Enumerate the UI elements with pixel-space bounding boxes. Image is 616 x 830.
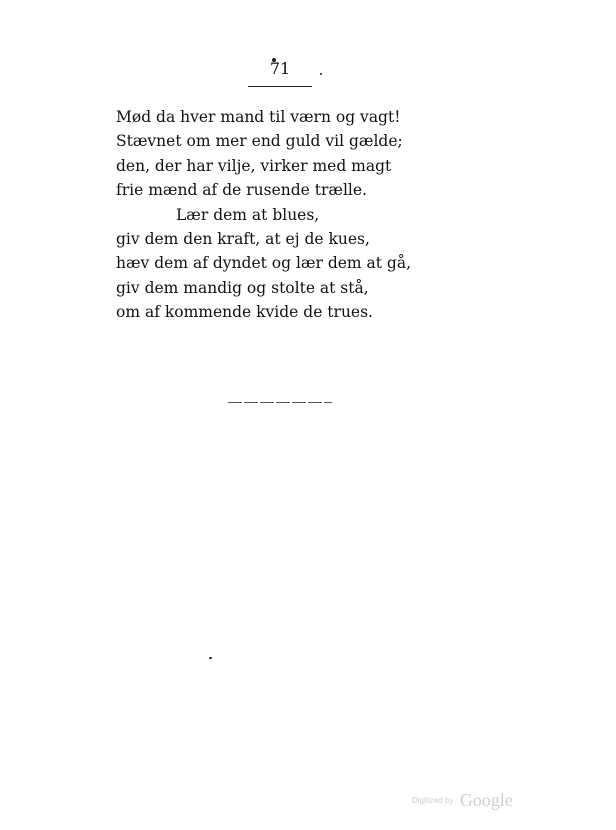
digitization-watermark [412,790,552,811]
section-end-rule [228,402,332,403]
poem-line: Stævnet om mer end guld vil gælde; [116,132,403,151]
poem-stanza [116,105,576,325]
watermark-prefix: Digitized by [412,796,454,805]
poem-line-indented: Lær dem at blues, [176,205,320,224]
poem-line: giv dem den kraft, at ej de kues, [116,229,370,248]
watermark-brand: Google [459,790,513,810]
page-number-rule [248,86,312,87]
page-number: 71 [269,59,291,78]
ink-speck [209,657,212,659]
poem-line: hæv dem af dyndet og lær dem at gå, [116,254,412,273]
poem-line: Mød da hver mand til værn og vagt! [116,108,401,126]
ink-speck [320,73,322,75]
poem-line: om af kommende kvide de trues. [116,303,373,322]
poem-line: giv dem mandig og stolte at stå, [116,278,369,297]
poem-line: den, der har vilje, virker med magt [116,156,392,175]
poem-line: frie mænd af de rusende trælle. [116,181,367,200]
